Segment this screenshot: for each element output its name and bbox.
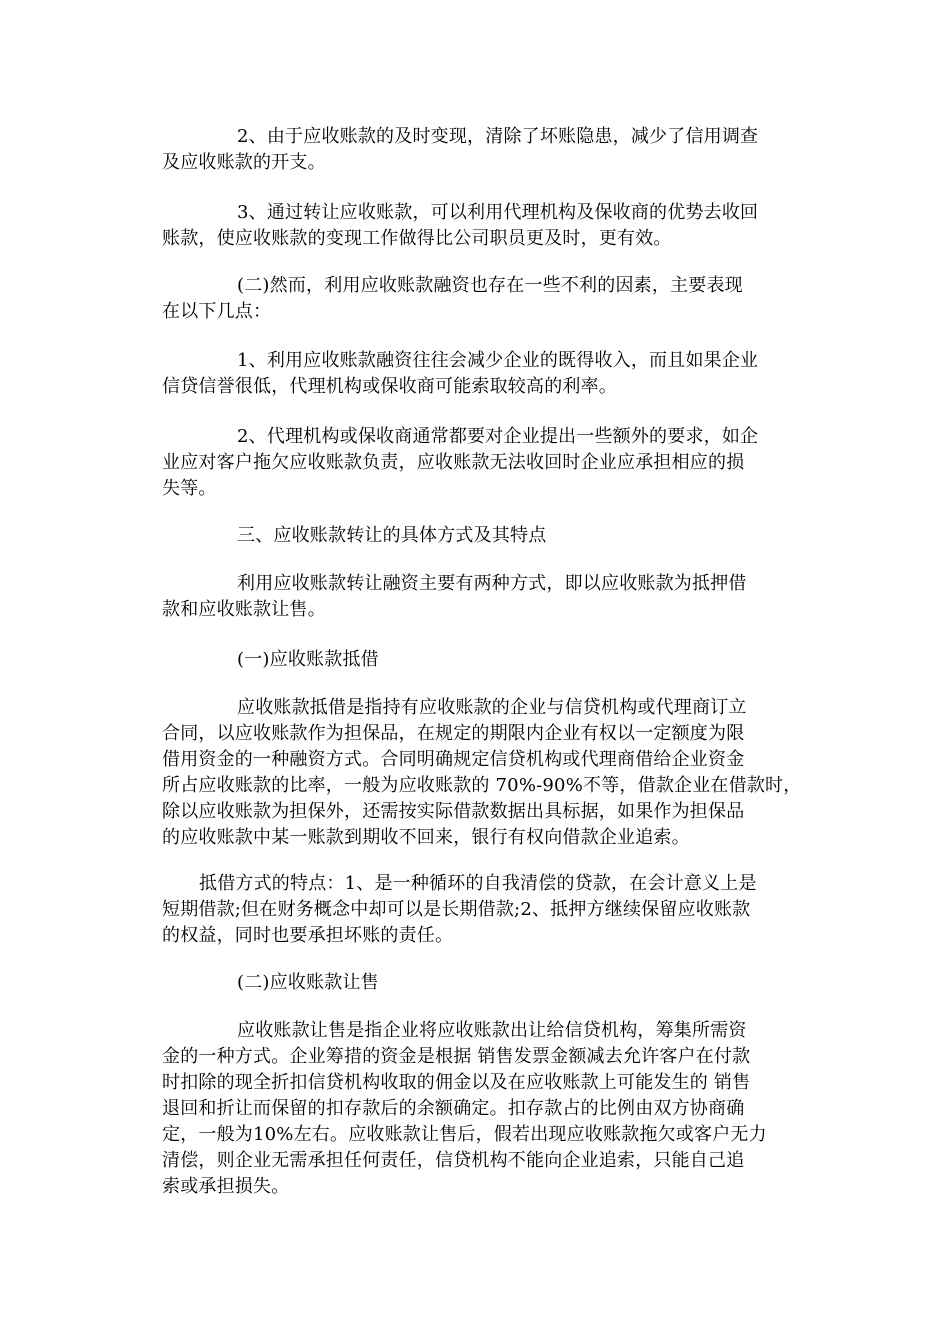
text-line: 信贷信誉很低，代理机构或保收商可能索取较高的利率。	[162, 376, 617, 397]
text-line: 2、由于应收账款的及时变现，清除了坏账隐患，减少了信用调查	[237, 126, 759, 147]
text-line: 定，一般为10%左右。应收账款让售后，假若出现应收账款拖欠或客户无力	[162, 1124, 767, 1145]
text-line: 2、代理机构或保收商通常都要对企业提出一些额外的要求，如企	[237, 426, 759, 447]
text-line: 利用应收账款转让融资主要有两种方式，即以应收账款为抵押借	[237, 573, 747, 594]
text-line: 账款，使应收账款的变现工作做得比公司职员更及时，更有效。	[162, 228, 672, 249]
paragraph-7	[162, 571, 802, 623]
text-line: 借用资金的一种融资方式。合同明确规定信贷机构或代理商借给企业资金	[162, 749, 745, 770]
text-line: 的权益，同时也要承担坏账的责任。	[162, 925, 454, 946]
paragraph-2	[162, 200, 802, 252]
paragraph-5	[162, 424, 802, 502]
text-line: (二)然而，利用应收账款融资也存在一些不利的因素，主要表现	[237, 275, 743, 296]
text-line: (一)应收账款抵借	[237, 649, 379, 670]
subsection-heading	[162, 647, 802, 673]
text-line: 金的一种方式。企业筹措的资金是根据 销售发票金额减去允许客户在付款	[162, 1046, 751, 1067]
subsection-heading	[162, 970, 802, 996]
text-line: 业应对客户拖欠应收账款负责，应收账款无法收回时企业应承担相应的损	[162, 452, 745, 473]
paragraph-4	[162, 348, 802, 400]
text-line: 及应收账款的开支。	[162, 152, 326, 173]
paragraph-9	[162, 695, 802, 851]
text-line: 索或承担损失。	[162, 1176, 290, 1197]
text-line: 三、应收账款转让的具体方式及其特点	[237, 525, 547, 546]
paragraph-3	[162, 273, 802, 325]
text-line: 清偿，则企业无需承担任何责任，信贷机构不能向企业追索，只能自己追	[162, 1150, 745, 1171]
text-line: 退回和折让而保留的扣存款后的余额确定。扣存款占的比例由双方协商确	[162, 1098, 745, 1119]
paragraph-12	[162, 1018, 802, 1200]
text-line: 短期借款;但在财务概念中却可以是长期借款;2、抵押方继续保留应收账款	[162, 899, 751, 920]
section-heading	[162, 523, 802, 549]
paragraph-1	[162, 124, 802, 176]
text-line: (二)应收账款让售	[237, 972, 379, 993]
text-line: 在以下几点：	[162, 301, 272, 322]
text-line: 除以应收账款为担保外，还需按实际借款数据出具标据，如果作为担保品	[162, 801, 745, 822]
text-line: 抵借方式的特点：1、是一种循环的自我清偿的贷款，在会计意义上是	[199, 873, 757, 894]
text-line: 的应收账款中某一账款到期收不回来，银行有权向借款企业追索。	[162, 827, 690, 848]
text-line: 应收账款让售是指企业将应收账款出让给信贷机构，筹集所需资	[237, 1020, 747, 1041]
text-line: 时扣除的现全折扣信贷机构收取的佣金以及在应收账款上可能发生的 销售	[162, 1072, 751, 1093]
paragraph-10	[162, 871, 802, 949]
text-line: 款和应收账款让售。	[162, 599, 326, 620]
text-line: 所占应收账款的比率，一般为应收账款的 70%-90%不等，借款企业在借款时，	[162, 775, 802, 796]
text-line: 3、通过转让应收账款，可以利用代理机构及保收商的优势去收回	[237, 202, 759, 223]
text-line: 1、利用应收账款融资往往会减少企业的既得收入，而且如果企业	[237, 350, 759, 371]
text-line: 合同，以应收账款作为担保品，在规定的期限内企业有权以一定额度为限	[162, 723, 745, 744]
text-line: 应收账款抵借是指持有应收账款的企业与信贷机构或代理商订立	[237, 697, 747, 718]
text-line: 失等。	[162, 478, 217, 499]
